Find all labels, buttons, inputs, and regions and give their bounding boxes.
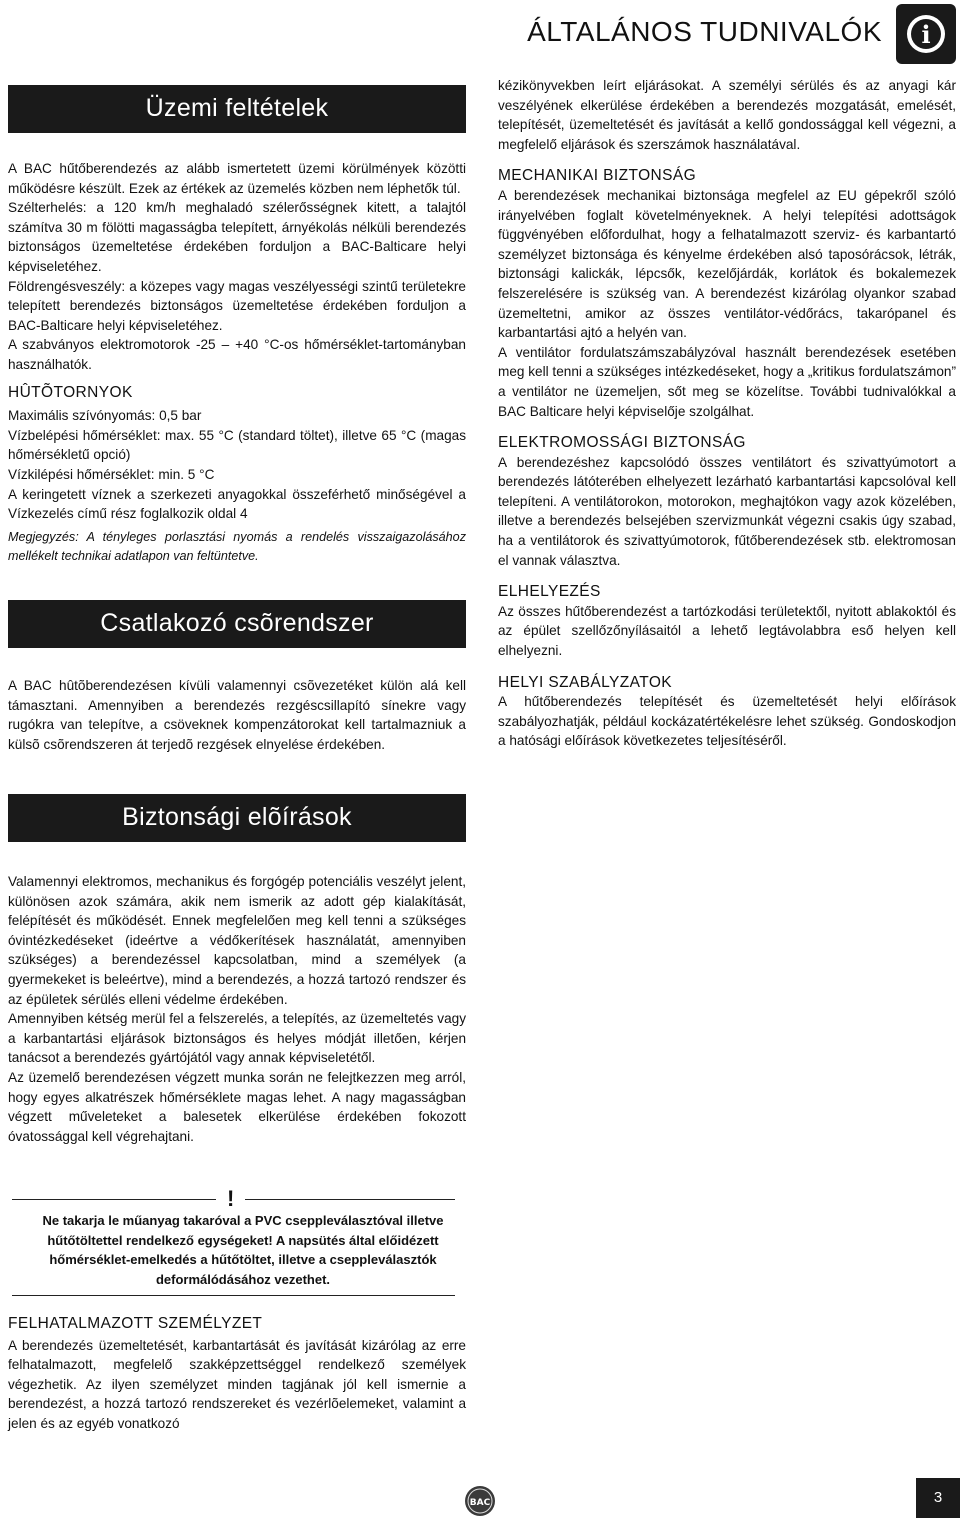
info-icon-graphic <box>904 12 948 56</box>
mechanikai-p1: A berendezések mechanikai biztonsága megfelel az EU gépekről szóló irányelvében foglalt követelményeknek. A helyi telepítési adottságok függvényében előfordulhat, hogy a felhatalmazott szerviz- és karbantartó személyzet biztonsága és kényelme érdekében alsó taposórácsok, létrák, biztonsági kalickák, lépcsők, kezelőjárdák, korlátok és bokalemezek felszerelésére is szükség van. A berendezést kizárólag olyankor szabad üzemeltetni, amikor az összes ventilátor-védőrács, takarópanel és karbantartási ajtó a helyén van. <box>498 187 956 341</box>
mechanikai-p2: A ventilátor fordulatszámszabályzóval használt berendezések esetében meg kell tenni a szükséges intézkedéseket, hogy a „kritikus fordulatszámon” a ventilátor ne üzemeljen, sőt meg se közelítse. További tudnivalókkal a BAC Balticare helyi képviselője szolgálhat. <box>498 344 956 419</box>
csatlakozo-text: A BAC hûtõberendezésen kívüli valamennyi csõvezetéket külön alá kell támasztani. Amennyiben a berendezés rezgéscsillapító sínekre vagy rugókra van telepítve, a csöveknek kompenzátorokat kell tartalmazniuk a külsõ csõrendszeren át terjedõ rezgések elnyelése érdekében. <box>8 678 466 752</box>
warning-rule-top-right <box>245 1199 455 1200</box>
warning-rule-bottom <box>12 1295 455 1296</box>
uzemi-motors: A szabványos elektromotorok -25 – +40 °C-os hőmérséklet-tartományban használhatók. <box>8 337 466 372</box>
left-column-csatlakozo <box>8 600 466 754</box>
page-title: ÁLTALÁNOS TUDNIVALÓK <box>527 16 882 47</box>
left-column-biztonsagi <box>8 872 466 1146</box>
spec-water-quality: A keringetett víznek a szerkezeti anyagokkal összeférhető minőségével a Vízkezelés című rész foglalkozik oldal 4 <box>8 486 466 522</box>
elhelyezes-p1: Az összes hűtőberendezést a tartózkodási területektől, nyitott ablakoktól és az épület szellőzőnyílásaitól a lehető legtávolabbra eső helyen kell elhelyezni. <box>498 603 956 659</box>
right-column <box>498 76 956 751</box>
info-icon <box>896 4 956 64</box>
subheading-hutotornyok: HÛTÕTORNYOK <box>8 383 133 401</box>
warning-rule-top-left <box>12 1199 216 1200</box>
svg-text:BAC: BAC <box>469 1498 491 1508</box>
subheading-elhelyezes: ELHELYEZÉS <box>498 583 601 601</box>
helyi-p1: A hűtőberendezés telepítését és üzemeltetését helyi előírások szabályozhatják, például kockázatértékelésre lehet szükség. Gondoskodjon a hatósági előírások következetes teljesítéséről. <box>498 694 956 749</box>
biztonsagi-p1: Valamennyi elektromos, mechanikus és forgógép potenciális veszélyt jelent, különösen azok számára, akik nem ismerik az adott gép kialakítását, felépítését és működését. Ennek megfelelően meg kell tenni a szükséges óvintézkedéseket (ideértve a védőkerítések használatát, amennyiben szükséges) a berendezéssel kapcsolatban, mind a személyek (a gyermekeket is beleértve), mind a berendezés, a hozzá tartozó rendszer és az épületek sérülés elleni védelme érdekében. <box>8 874 466 1007</box>
uzemi-note: Megjegyzés: A tényleges porlasztási nyomás a rendelés visszaigazolásához mellékelt technikai adatlapon van feltüntetve. <box>8 529 466 564</box>
uzemi-wind: Szélterhelés: a 120 km/h meghaladó szélerősségnek kitett, a talajtól számítva 30 m fölötti magasságba telepített, árnyékolás nélküli berendezés biztonságos üzemeltetése érdekében forduljon a BAC-Balticare helyi képviseletéhez. <box>8 200 466 274</box>
elektromossagi-p1: A berendezéshez kapcsolódó összes ventilátort és szivattyúmotort a berendezés látóterében elhelyezett lezárható karbantartási kapcsolóval kell telepíteni. A ventilátorokon, motorokon, meghajtókon vagy azok közelében, illetve a berendezés belsejében szervizmunkát végezni csakis úgy szabad, ha a ventilátorok és szivattyúmotorok, fűtőberendezések stb. elektromosan el vannak választva. <box>498 454 956 568</box>
subheading-helyi: HELYI SZABÁLYZATOK <box>498 673 673 691</box>
biztonsagi-p3: Az üzemelő berendezésen végzett munka során ne felejtkezzen meg arról, hogy egyes alkatrészek hőmérséklete magas lehet. A nagy magasságban végzett műveleteket a balesetek elkerülése érdekében fokozott óvatossággal kell végrehajtani. <box>8 1069 466 1144</box>
spec-water-out: Vízkilépési hőmérséklet: min. 5 °C <box>8 466 215 482</box>
subheading-mechanikai: MECHANIKAI BIZTONSÁG <box>498 167 697 185</box>
left-column-biztonsagi-heading <box>8 794 466 842</box>
section-heading-csatlakozo: Csatlakozó csõrendszer <box>8 600 466 648</box>
biztonsagi-p2: Amennyiben kétség merül fel a felszerelés, a telepítés, az üzemeltetés vagy a karbantartási eljárások biztonságos és helyes módját illetően, kérjen tanácsot a berendezés gyártójától vagy annak képviseletétől. <box>8 1011 466 1066</box>
bac-logo <box>463 1484 497 1518</box>
left-column-felhatalmazott <box>8 1314 466 1434</box>
section-heading-uzemi: Üzemi feltételek <box>8 85 466 133</box>
uzemi-earthquake: Földrengésveszély: a közepes vagy magas veszélyességi szintű területekre telepített berendezés biztonságos üzemeltetése érdekében forduljon a BAC-Balticare helyi képviseletéhez. <box>8 278 466 333</box>
page-number: 3 <box>916 1478 960 1518</box>
warning-exclamation-icon: ! <box>227 1186 235 1211</box>
section-heading-biztonsagi: Biztonsági elõírások <box>8 794 466 842</box>
spec-water-in: Vízbelépési hőmérséklet: max. 55 °C (standard töltet), illetve 65 °C (magas hőmérsékletű opció) <box>8 427 466 463</box>
page-header <box>0 4 960 64</box>
subheading-felhatalmazott: FELHATALMAZOTT SZEMÉLYZET <box>8 1315 263 1332</box>
right-continuation: kézikönyvekben leírt eljárásokat. A személyi sérülés és az anyagi kár veszélyének elkerülése érdekében a berendezés mozgatását, emelését, telepítését, üzemeltetését és javítását a kellő gondossággal kell végezni, a megfelelő eljárások és szerszámok használatával. <box>498 78 956 152</box>
felhatalmazott-text: A berendezés üzemeltetését, karbantartását és javítását kizárólag az erre felhatalmazott, megfelelő szakképzettséggel rendelkező személyek végezhetik. Az ilyen személyzet minden tagjának jól kell ismernie a berendezést, a hozzá tartozó rendszereket és vezérlõelemeket, valamint a jelen és az egyéb vonatkozó <box>8 1337 466 1431</box>
warning-text: Ne takarja le műanyag takaróval a PVC cseppleválasztóval illetve hűtőtöltettel rendelkező egységeket! A napsütés által előidézett hőmérséklet-emelkedés a hűtőtöltet, illetve a cseppleválasztók deformálódásához vezethet. <box>42 1213 444 1287</box>
svg-text:i: i <box>921 20 931 49</box>
left-column-upper <box>8 85 466 567</box>
subheading-elektromossagi: ELEKTROMOSSÁGI BIZTONSÁG <box>498 434 746 452</box>
uzemi-intro: A BAC hűtőberendezés az alább ismertetett üzemi körülmények közötti működésre készült. Ezek az értékek az üzemelés közben nem léphetők túl. <box>8 161 466 196</box>
spec-max-pressure: Maximális szívónyomás: 0,5 bar <box>8 408 202 424</box>
